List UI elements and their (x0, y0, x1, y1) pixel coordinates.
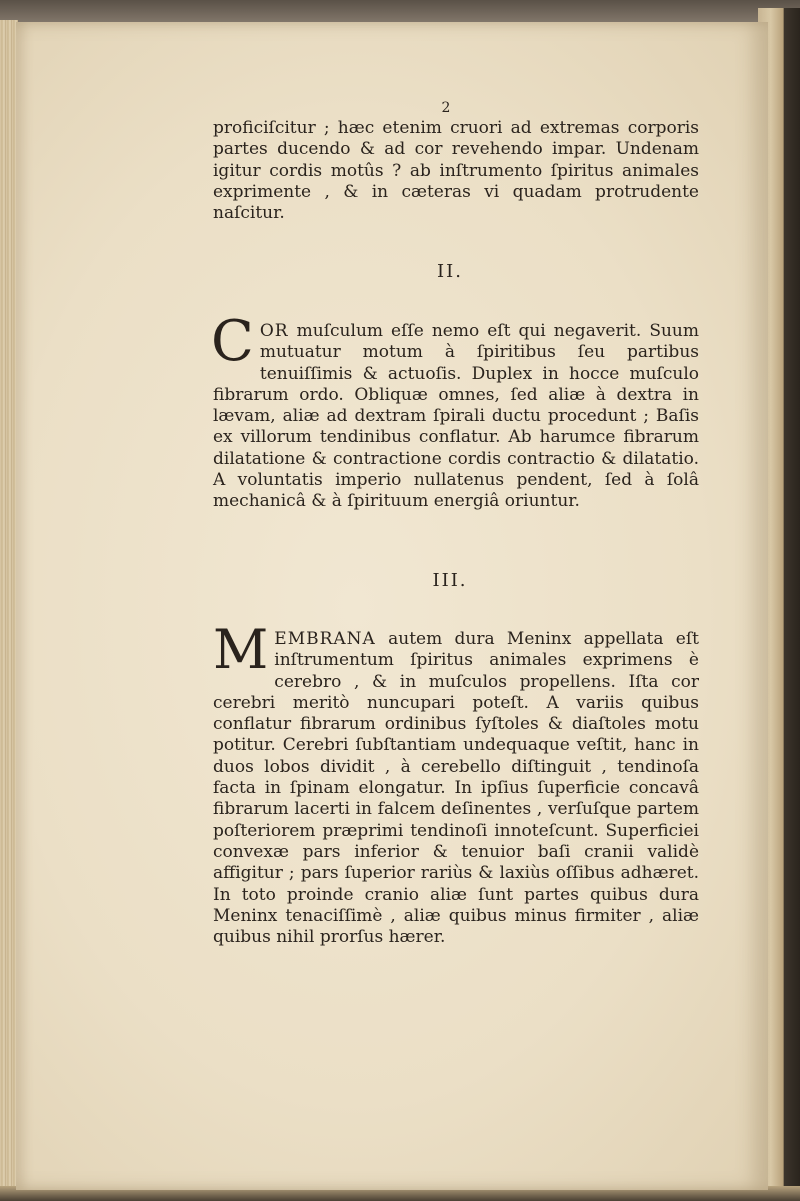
section-2-text-container (211, 309, 700, 513)
section-2-paragraph (211, 309, 700, 513)
dropcap-letter: M (213, 618, 269, 681)
intro-paragraph-text: proficiſcitur ; hæc etenim cruori ad extremas corporis partes ducendo & ad cor revehendo impar. Undenam igitur cordis motûs ? ab inſtrumento ſpiritus animales exprimente , & in cæteras vi quadam protrudente naſcitur. (213, 118, 699, 224)
section-3-text-container (213, 618, 699, 948)
section-3-text: autem dura Meninx appellata eſt inſtrumentum ſpiritus animales exprimens è cerebro , & in muſculos propellens. Iſta cor cerebri meritò nuncupari poteſt. A variis quibus conflatur fibrarum ordinibus ſyſtoles & diaſtoles motu potitur. Cerebri ſubſtantiam undequaque veſtit, hanc in duos lobos dividit , à cerebello diſtinguit , tendinoſa facta in ſpinam elongatur. In ipſius ſuperficie concavâ fibrarum lacerti in falcem deſinentes , verſuſque partem poſteriorem præprimi tendinoſi innoteſcunt. Superficiei convexæ pars inferior & tenuior baſi cranii validè affigitur ; pars ſuperior rariùs & laxiùs oſſibus adhæret. In toto proinde cranio aliæ ſunt partes quibus dura Meninx tenaciſſimè , aliæ quibus minus firmiter , aliæ quibus nihil prorſus hærer. (213, 629, 699, 948)
lead-caps: EMBRANA (274, 629, 376, 649)
intro-paragraph (213, 118, 699, 224)
section-3-paragraph (213, 618, 699, 948)
lead-caps: OR (259, 321, 289, 341)
section-heading-3: III. (432, 570, 468, 591)
section-2-text: muſculum eſſe nemo eſt qui negaverit. Suum mutuatur motum à ſpiritibus ſeu partibus tenuiſſimis & actuoſis. Duplex in hocce muſculo fibrarum ordo. Obliquæ omnes, ſed aliæ à dextra in lævam, aliæ ad dextram ſpirali ductu procedunt ; Baſis ex villorum tendinibus conflatur. Ab harumce fibrarum dilatatione & contractione cordis contractio & dilatatio. A voluntatis imperio nullatenus pendent, ſed à ſolâ mechanicâ & à ſpirituum energiâ oriuntur. (213, 321, 700, 512)
page-number: 2 (441, 100, 451, 116)
section-heading-2: II. (437, 261, 463, 282)
dropcap-letter: C (211, 309, 254, 374)
